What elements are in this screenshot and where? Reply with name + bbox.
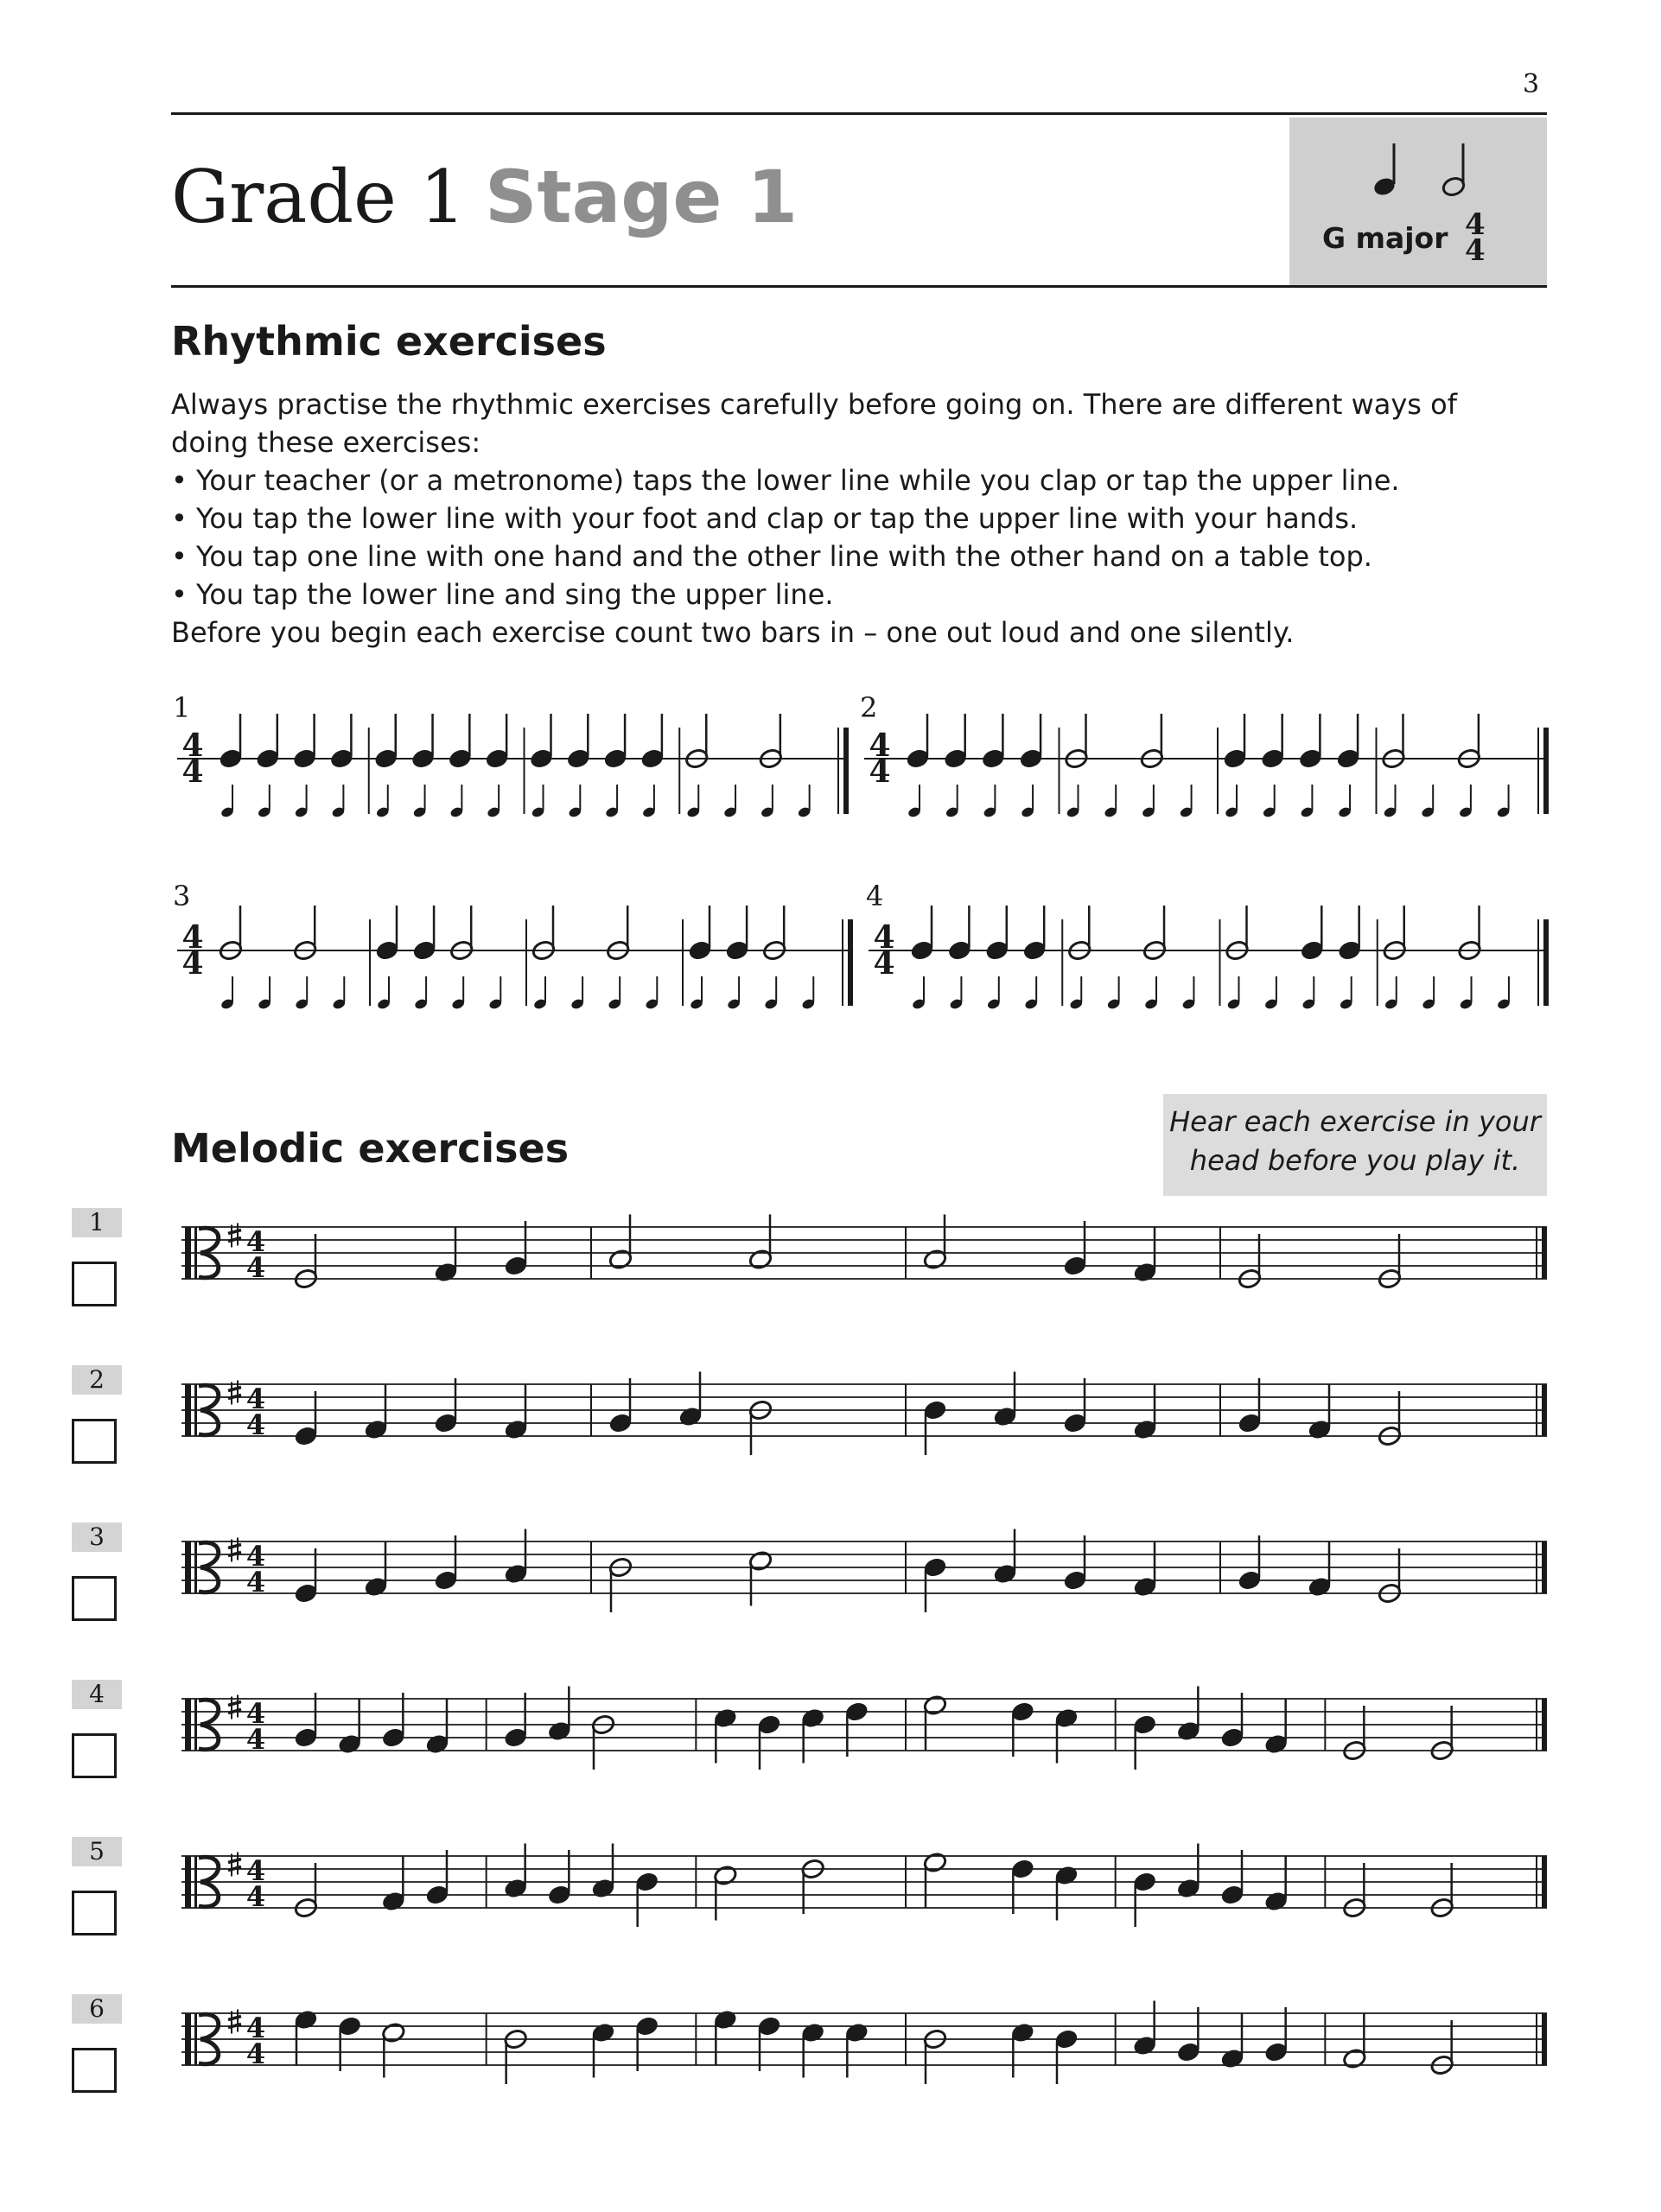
rhythm-note <box>688 906 713 962</box>
rhythm-note <box>1457 906 1482 962</box>
melody-note <box>1132 2001 1157 2057</box>
melody-note <box>1132 1713 1157 1770</box>
rhythm-note <box>219 906 244 962</box>
melody-note <box>364 1542 389 1599</box>
pulse-note <box>258 976 272 1010</box>
melody-note <box>1010 1700 1035 1757</box>
bullet-item: • You tap the lower line and sing the upper line. <box>171 578 834 611</box>
pulse-note <box>1300 785 1314 818</box>
rhythm-note <box>1298 714 1323 770</box>
rhythm-note <box>984 906 1009 962</box>
rhythm-note <box>1382 906 1407 962</box>
melody-note <box>1378 1234 1403 1290</box>
final-barline-thick <box>1543 728 1549 814</box>
melody-note <box>1378 1391 1403 1447</box>
pulse-note <box>412 785 427 818</box>
pulse-note <box>570 976 585 1010</box>
clef-bar <box>185 1541 191 1593</box>
melody-note <box>1342 1863 1367 1919</box>
rhythm-note <box>906 714 931 770</box>
clef-bar <box>185 1227 191 1279</box>
melody-note <box>1263 1857 1289 1913</box>
bullet-item: • You tap one line with one hand and the other line with the other hand on a table top. <box>171 540 1372 573</box>
melody-note <box>1176 1687 1201 1743</box>
melody-note <box>1133 1228 1158 1284</box>
melody-note <box>923 1852 948 1908</box>
melody-note <box>923 1556 948 1612</box>
rhythmic-exercise-3 <box>177 906 853 1010</box>
melody-note <box>1429 1863 1454 1919</box>
pulse-note <box>1181 976 1196 1010</box>
rhythm-note <box>412 906 437 962</box>
melody-note <box>608 1378 633 1434</box>
final-barline-thick <box>1542 1227 1547 1279</box>
melody-note <box>1342 1706 1367 1762</box>
rhythm-note <box>329 714 354 770</box>
rhythm-note <box>758 714 783 770</box>
sharp-stroke <box>228 1388 241 1391</box>
rhythm-note <box>725 906 750 962</box>
rhythm-note <box>566 714 591 770</box>
melody-note <box>800 2022 825 2078</box>
melody-note <box>1133 1542 1158 1599</box>
pulse-note <box>1496 785 1511 818</box>
pulse-note <box>1459 785 1473 818</box>
melody-note <box>294 1863 319 1919</box>
melody-note <box>713 2009 738 2065</box>
melodic-heading: Melodic exercises <box>171 1125 570 1172</box>
rhythm-note <box>684 714 710 770</box>
final-barline-thick <box>1542 1699 1547 1751</box>
pulse-note <box>1179 785 1193 818</box>
melody-note <box>993 1529 1018 1586</box>
rhythm-note <box>1381 714 1406 770</box>
pulse-note <box>1024 976 1039 1010</box>
melody-note <box>713 1865 738 1921</box>
melody-note <box>1220 1850 1245 1906</box>
pulse-note <box>1338 785 1352 818</box>
hint-line: head before you play it. <box>1189 1144 1521 1177</box>
rhythm-note <box>292 714 317 770</box>
melody-note <box>1063 1378 1088 1434</box>
pulse-note <box>488 976 503 1010</box>
melody-note <box>634 2015 659 2071</box>
clef-bar <box>194 2013 197 2065</box>
melody-note <box>757 1713 782 1770</box>
melody-note <box>434 1535 459 1592</box>
rhythm-note <box>1456 714 1481 770</box>
pulse-note <box>1383 785 1397 818</box>
sharp-stroke <box>228 1545 241 1548</box>
melody-note <box>1220 2014 1245 2070</box>
melody-note <box>1429 1706 1454 1762</box>
exercise-number-badge: 5 <box>72 1837 122 1866</box>
melody-note <box>1054 1707 1079 1764</box>
rhythm-note <box>1067 906 1092 962</box>
time-signature-top: 4 <box>245 1854 266 1887</box>
rhythm-note <box>1142 906 1168 962</box>
pulse-note <box>451 976 466 1010</box>
exercise-number-badge: 3 <box>72 1522 122 1552</box>
outro-paragraph: Before you begin each exercise count two bars in – one out loud and one silently. <box>171 616 1295 649</box>
melody-note <box>800 1707 825 1764</box>
title-stage: Stage 1 <box>484 155 799 239</box>
clef-bar <box>194 1227 197 1279</box>
pulse-note <box>764 976 779 1010</box>
melody-note <box>1010 1858 1035 1914</box>
melody-note <box>294 1234 319 1290</box>
pulse-note <box>686 785 701 818</box>
melody-note <box>923 2028 948 2084</box>
melody-note <box>503 1844 528 1900</box>
pulse-note <box>1339 976 1353 1010</box>
pulse-note <box>1142 785 1156 818</box>
pulse-note <box>760 785 774 818</box>
rhythm-note <box>1260 714 1285 770</box>
melody-note <box>1238 1535 1263 1592</box>
melodic-exercise-6 <box>181 2001 1547 2085</box>
melody-note <box>1429 2020 1454 2076</box>
rhythmic-exercise-1 <box>177 714 849 818</box>
melody-note <box>1263 2007 1289 2063</box>
pulse-note <box>723 785 738 818</box>
melody-note <box>591 1844 616 1900</box>
melody-note <box>923 1694 948 1751</box>
pulse-note <box>1144 976 1159 1010</box>
pulse-note <box>377 976 391 1010</box>
rhythm-note <box>255 714 280 770</box>
rhythm-note <box>981 714 1006 770</box>
clef-bar <box>194 1384 197 1436</box>
time-signature-bottom: 4 <box>245 1723 266 1756</box>
pulse-note <box>1264 976 1279 1010</box>
melody-note <box>337 2015 362 2071</box>
final-barline-thick <box>1542 1856 1547 1908</box>
pulse-note <box>294 785 309 818</box>
rhythm-note <box>410 714 436 770</box>
pulse-note <box>1262 785 1276 818</box>
melody-note <box>748 1399 773 1455</box>
pulse-note <box>986 976 1001 1010</box>
melody-note <box>923 1215 948 1271</box>
time-signature-bottom: 4 <box>245 1408 266 1441</box>
time-signature-top: 4 <box>181 728 204 764</box>
pulse-note <box>375 785 390 818</box>
melody-note <box>504 1221 529 1277</box>
time-signature-bottom: 4 <box>245 2037 266 2070</box>
rhythmic-exercise-4 <box>869 906 1549 1010</box>
rhythmic-exercise-2 <box>864 714 1549 818</box>
melody-note <box>1308 1542 1333 1599</box>
time-signature-top: 4 <box>245 1225 266 1258</box>
melody-note <box>434 1228 459 1284</box>
rhythm-note <box>943 714 968 770</box>
melody-note <box>844 1700 869 1757</box>
melody-note <box>1220 1693 1245 1749</box>
melody-note <box>1063 1221 1088 1277</box>
rhythm-note <box>529 714 554 770</box>
melodic-exercise-3 <box>181 1529 1547 1613</box>
final-barline-thick <box>1542 1541 1547 1593</box>
melody-note <box>1063 1535 1088 1592</box>
exercise-number-badge: 2 <box>72 1365 122 1395</box>
pulse-note <box>605 785 620 818</box>
rhythm-note <box>1223 714 1248 770</box>
final-barline-thick <box>1542 1384 1547 1436</box>
melody-note <box>1308 1385 1333 1441</box>
melody-note <box>337 1700 362 1756</box>
melody-note <box>748 1215 773 1271</box>
melodic-exercise-5 <box>181 1844 1547 1928</box>
melody-note <box>757 2015 782 2071</box>
melody-note <box>608 1556 633 1612</box>
pulse-note <box>487 785 501 818</box>
melody-note <box>1132 1871 1157 1927</box>
pulse-note <box>801 976 816 1010</box>
pulse-note <box>568 785 582 818</box>
rhythm-note <box>1139 714 1164 770</box>
time-signature-bottom: 4 <box>181 753 204 790</box>
pulse-note <box>797 785 811 818</box>
key-label: G major <box>1322 221 1448 255</box>
time-signature-top: 4 <box>245 2012 266 2044</box>
melody-note <box>1176 2007 1201 2063</box>
title-grade: Grade 1 <box>171 155 466 239</box>
melody-note <box>634 1871 659 1927</box>
rhythm-note <box>1336 714 1361 770</box>
melody-note <box>608 1215 633 1271</box>
melody-note <box>748 1550 773 1606</box>
time-signature-bottom: 4 <box>181 945 204 982</box>
time-signature-bottom: 4 <box>1465 233 1486 268</box>
rhythmic-exercise-number: 2 <box>860 691 878 724</box>
sharp-stroke <box>228 1702 241 1706</box>
pulse-note <box>949 976 964 1010</box>
page-number: 3 <box>1523 69 1540 99</box>
time-signature-top: 4 <box>245 1382 266 1415</box>
rhythm-note <box>762 906 787 962</box>
rhythmic-exercise-number: 4 <box>866 880 884 912</box>
melody-note <box>591 1713 616 1770</box>
time-signature-top: 4 <box>869 728 891 764</box>
melody-note <box>381 1857 406 1913</box>
rhythmic-exercise-number: 3 <box>173 880 191 912</box>
pulse-note <box>907 785 922 818</box>
pulse-note <box>1421 785 1435 818</box>
time-signature-top: 4 <box>245 1697 266 1730</box>
final-barline-thick <box>843 728 849 814</box>
melodic-exercise-1 <box>181 1215 1547 1290</box>
melody-note <box>294 1548 319 1605</box>
melody-note <box>1342 2014 1367 2070</box>
melody-note <box>800 1858 825 1914</box>
melody-note <box>434 1378 459 1434</box>
melody-note <box>503 1693 528 1749</box>
pulse-note <box>642 785 657 818</box>
melody-note <box>713 1707 738 1764</box>
pulse-note <box>1497 976 1511 1010</box>
sharp-stroke <box>228 1859 241 1863</box>
rhythm-note <box>293 906 318 962</box>
melody-note <box>547 1687 572 1743</box>
rhythm-note <box>1300 906 1325 962</box>
pulse-note <box>531 785 545 818</box>
time-signature-top: 4 <box>1465 207 1486 242</box>
melody-note <box>381 1693 406 1749</box>
pulse-note <box>449 785 464 818</box>
time-signature-bottom: 4 <box>245 1880 266 1913</box>
melody-note <box>1133 1385 1158 1441</box>
pulse-note <box>1106 976 1121 1010</box>
hint-line: Hear each exercise in your <box>1169 1105 1541 1138</box>
time-signature-bottom: 4 <box>245 1251 266 1284</box>
rhythm-note <box>1022 906 1047 962</box>
melody-note <box>1054 2028 1079 2084</box>
time-signature-top: 4 <box>873 919 895 956</box>
pulse-note <box>912 976 926 1010</box>
pulse-note <box>295 976 309 1010</box>
clef-bar <box>185 1856 191 1908</box>
melody-note <box>1176 1844 1201 1900</box>
rhythmic-exercise-number: 1 <box>173 691 191 724</box>
melody-note <box>1054 1865 1079 1921</box>
rhythm-note <box>373 714 398 770</box>
pulse-note <box>331 785 346 818</box>
melody-note <box>381 2022 406 2078</box>
pulse-note <box>1422 976 1436 1010</box>
clef-bar <box>194 1856 197 1908</box>
clef-bar <box>185 2013 191 2065</box>
time-signature-bottom: 4 <box>245 1566 266 1599</box>
pulse-note <box>332 976 347 1010</box>
rhythm-note <box>375 906 400 962</box>
pulse-note <box>414 976 429 1010</box>
melody-note <box>547 1850 572 1906</box>
pulse-note <box>533 976 548 1010</box>
melody-note <box>503 2028 528 2084</box>
melody-note <box>993 1372 1018 1428</box>
melody-note <box>1238 1378 1263 1434</box>
pulse-note <box>1021 785 1035 818</box>
rhythm-note <box>449 906 474 962</box>
time-signature-top: 4 <box>181 919 204 956</box>
rhythm-note <box>603 714 628 770</box>
time-signature-bottom: 4 <box>873 945 895 982</box>
clef-bar <box>194 1699 197 1751</box>
rhythm-note <box>606 906 631 962</box>
pulse-note <box>983 785 997 818</box>
melody-note <box>1263 1700 1289 1756</box>
time-signature-bottom: 4 <box>869 753 891 790</box>
clef-bar <box>185 1384 191 1436</box>
melody-note <box>504 1385 529 1441</box>
pulse-note <box>1384 976 1398 1010</box>
melody-note <box>844 2022 869 2078</box>
pulse-note <box>1066 785 1080 818</box>
melody-note <box>923 1399 948 1455</box>
pulse-note <box>257 785 271 818</box>
exercise-number-badge: 6 <box>72 1994 122 2024</box>
rhythm-note <box>1225 906 1250 962</box>
final-barline-thick <box>1542 2013 1547 2065</box>
sharp-stroke <box>228 2017 241 2020</box>
rhythm-note <box>219 714 244 770</box>
pulse-note <box>220 785 235 818</box>
pulse-note <box>1226 976 1241 1010</box>
melody-note <box>1238 1234 1263 1290</box>
melody-note <box>504 1529 529 1586</box>
melody-note <box>294 1391 319 1447</box>
pulse-note <box>690 976 704 1010</box>
rhythm-note <box>1337 906 1362 962</box>
rhythm-note <box>531 906 557 962</box>
exercise-number-badge: 4 <box>72 1680 122 1709</box>
melody-note <box>294 2009 319 2065</box>
rhythm-note <box>640 714 665 770</box>
intro-paragraph: Always practise the rhythmic exercises carefully before going on. There are different ways of doing these exercises: <box>171 388 1457 459</box>
melody-note <box>591 2022 616 2078</box>
melody-note <box>364 1385 389 1441</box>
time-signature-top: 4 <box>245 1540 266 1573</box>
bullet-item: • You tap the lower line with your foot and clap or tap the upper line with your hands. <box>171 502 1359 535</box>
melody-note <box>1010 2022 1035 2078</box>
pulse-note <box>727 976 741 1010</box>
pulse-note <box>1459 976 1473 1010</box>
rhythm-note <box>1019 714 1044 770</box>
rhythmic-heading: Rhythmic exercises <box>171 318 607 365</box>
exercise-number-badge: 1 <box>72 1208 122 1237</box>
bullet-item: • Your teacher (or a metronome) taps the lower line while you clap or tap the upper line. <box>171 464 1400 497</box>
pulse-note <box>1104 785 1118 818</box>
rhythm-note <box>947 906 972 962</box>
pulse-note <box>220 976 235 1010</box>
pulse-note <box>945 785 959 818</box>
rhythm-note <box>485 714 510 770</box>
melody-note <box>294 1693 319 1749</box>
melody-note <box>425 1700 450 1756</box>
pulse-note <box>1225 785 1239 818</box>
clef-bar <box>194 1541 197 1593</box>
pulse-note <box>1069 976 1084 1010</box>
melody-note <box>678 1372 703 1428</box>
pulse-note <box>1301 976 1316 1010</box>
final-barline-thick <box>1543 919 1549 1006</box>
final-barline-thick <box>848 919 853 1006</box>
melodic-exercise-2 <box>181 1372 1547 1456</box>
melodic-exercise-4 <box>181 1687 1547 1770</box>
melody-note <box>1378 1548 1403 1605</box>
pulse-note <box>645 976 659 1010</box>
sharp-stroke <box>228 1230 241 1234</box>
pulse-note <box>608 976 622 1010</box>
clef-bar <box>185 1699 191 1751</box>
rhythm-note <box>448 714 473 770</box>
melody-note <box>425 1850 450 1906</box>
rhythm-note <box>910 906 935 962</box>
rhythm-note <box>1064 714 1089 770</box>
